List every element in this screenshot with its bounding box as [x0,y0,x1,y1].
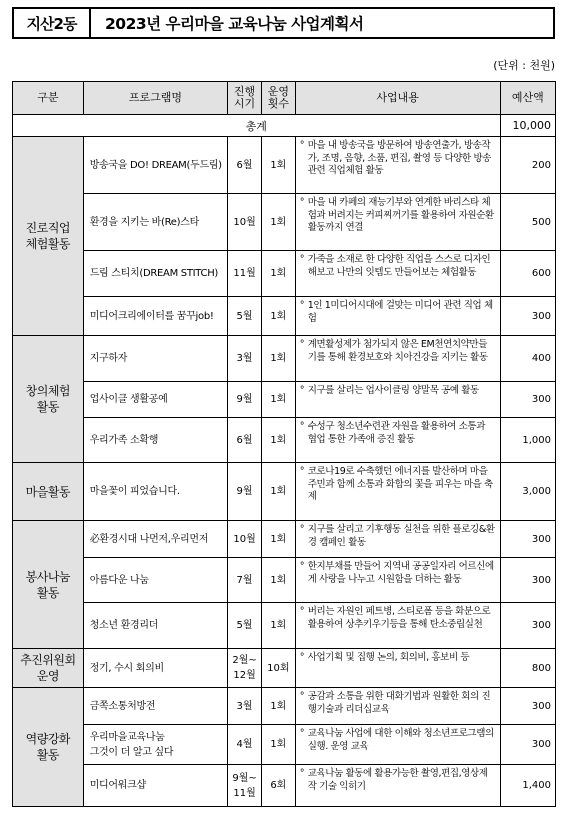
program-budget: 3,000 [500,463,555,521]
program-description: 사업기획 및 집행 논의, 회의비, 홍보비 등 [307,652,470,663]
program-name: 미디어워크샵 [83,765,227,807]
category-cell: 역량강화 활동 [13,688,84,807]
program-name: 정기, 수시 회의비 [83,649,227,688]
bullet-icon: ° [299,606,305,617]
table-header-row [13,82,556,115]
program-budget: 500 [500,194,555,251]
header-category: 구분 [13,82,84,115]
program-description-cell [295,251,500,297]
program-period: 4월 [228,725,262,765]
program-name: 금쪽소통처방전 [83,688,227,725]
table-row [13,558,556,603]
program-name: 아름다운 나눔 [83,558,227,603]
category-cell: 봉사나눔 활동 [13,521,84,649]
program-budget: 600 [500,251,555,297]
program-description: 수성구 청소년수련관 자원을 활용하여 소통과 협업 통한 가족애 증진 활동 [307,421,485,445]
program-description: 가죽을 소재로 한 다양한 직업을 스스로 디자인해보고 나만의 잇템도 만들어보는 체험활동 [307,254,491,278]
header-budget: 예산액 [500,82,555,115]
category-cell: 마을활동 [13,463,84,521]
program-name: 방송국을 DO! DREAM(두드림) [83,137,227,194]
program-count: 1회 [261,688,295,725]
table-row [13,382,556,418]
program-description-cell [295,336,500,382]
program-name: 청소년 환경리더 [83,603,227,649]
program-description-cell [295,521,500,558]
dong-name: 지산2동 [14,9,91,37]
table-row [13,688,556,725]
program-period: 6월 [228,137,262,194]
program-description: 마을 내 방송국을 방문하여 방송연출가, 방송작가, 조명, 음향, 소품, 편집, 촬영 등 다양한 방송 관련 직업체험 활동 [307,140,492,176]
document-title: 2023년 우리마을 교육나눔 사업계획서 [105,15,364,33]
program-count: 1회 [261,558,295,603]
total-value: 10,000 [500,115,555,137]
program-name: 必환경시대 나먼저,우리먼저 [83,521,227,558]
program-period: 3월 [228,336,262,382]
program-budget: 300 [500,603,555,649]
bullet-icon: ° [299,385,305,396]
header-description: 사업내용 [295,82,500,115]
program-count: 1회 [261,603,295,649]
program-period: 5월 [228,297,262,336]
header-program: 프로그램명 [83,82,227,115]
bullet-icon: ° [299,524,305,535]
program-period: 9월 [228,382,262,418]
program-name: 업사이클 생활공예 [83,382,227,418]
program-description-cell [295,725,500,765]
program-period: 9월~ 11월 [228,765,262,807]
program-count: 1회 [261,382,295,418]
program-period: 10월 [228,521,262,558]
program-description: 지구를 살리는 업사이클링 양말목 공예 활동 [307,385,479,396]
program-description-cell [295,603,500,649]
program-budget: 200 [500,137,555,194]
category-cell: 추진위원회 운영 [13,649,84,688]
category-cell: 진로직업 체험활동 [13,137,84,336]
header-period: 진행 시기 [228,82,262,115]
program-description: 공감과 소통을 위한 대화기법과 원활한 회의 진행기술과 리더십교육 [307,691,491,715]
program-period: 6월 [228,418,262,463]
program-description-cell [295,765,500,807]
program-count: 1회 [261,137,295,194]
bullet-icon: ° [299,768,305,779]
table-row [13,765,556,807]
program-name: 환경을 지키는 바(Re)스타 [83,194,227,251]
table-row [13,725,556,765]
program-budget: 300 [500,688,555,725]
total-row [13,115,556,137]
bullet-icon: ° [299,561,305,572]
bullet-icon: ° [299,300,305,311]
program-period: 11월 [228,251,262,297]
bullet-icon: ° [299,197,305,208]
program-period: 5월 [228,603,262,649]
program-count: 1회 [261,463,295,521]
program-count: 1회 [261,194,295,251]
table-row [13,194,556,251]
bullet-icon: ° [299,140,305,151]
program-description-cell [295,297,500,336]
table-row [13,463,556,521]
category-cell: 창의체험 활동 [13,336,84,463]
program-budget: 300 [500,558,555,603]
program-description: 한지부채를 만들어 지역내 공공일자리 어르신에게 사랑을 나누고 시원함을 더하는 활동 [307,561,494,585]
plan-table [12,81,556,807]
program-description-cell [295,382,500,418]
program-description-cell [295,558,500,603]
program-budget: 1,400 [500,765,555,807]
program-name: 드림 스티치(DREAM STITCH) [83,251,227,297]
program-description: 버리는 자원인 페트병, 스티로폼 등을 화분으로 활용하여 상추키우기등을 통해 탄소중립실천 [307,606,491,630]
program-name: 우리가족 소확행 [83,418,227,463]
program-description: 코로나19로 수축했던 에너지를 발산하며 마을 주민과 함께 소통과 화합의 꽃을 피우는 마을 축제 [307,466,493,502]
program-period: 10월 [228,194,262,251]
program-description-cell [295,688,500,725]
program-name: 지구하자 [83,336,227,382]
program-count: 1회 [261,725,295,765]
table-row [13,297,556,336]
program-period: 9월 [228,463,262,521]
program-budget: 400 [500,336,555,382]
program-count: 1회 [261,418,295,463]
program-count: 1회 [261,297,295,336]
program-budget: 800 [500,649,555,688]
program-count: 6회 [261,765,295,807]
bullet-icon: ° [299,466,305,477]
program-count: 1회 [261,336,295,382]
program-description: 1인 1미디어시대에 걸맞는 미디어 관련 직업 체험 [307,300,493,324]
unit-note: (단위 : 천원) [493,59,555,72]
program-budget: 1,000 [500,418,555,463]
program-period: 3월 [228,688,262,725]
table-row [13,137,556,194]
program-count: 10회 [261,649,295,688]
bullet-icon: ° [299,421,305,432]
program-budget: 300 [500,725,555,765]
bullet-icon: ° [299,652,305,663]
program-name: 우리마을교육나눔 그것이 더 알고 싶다 [83,725,227,765]
program-name: 미디어크리에이터를 꿈꾸job! [83,297,227,336]
program-description: 지구를 살리고 기후행동 실천을 위한 플로깅&환경 캠페인 활동 [307,524,495,548]
table-row [13,521,556,558]
program-description: 마을 내 카페의 재능기부와 연계한 바리스타 체험과 버려지는 커피찌꺼기를 활용하여 자원순환활동까지 연결 [307,197,494,233]
total-label: 총계 [13,115,501,137]
program-description-cell [295,649,500,688]
program-count: 1회 [261,251,295,297]
bullet-icon: ° [299,254,305,265]
header-count: 운영 횟수 [261,82,295,115]
program-name: 마을꽃이 피었습니다. [83,463,227,521]
program-description: 계면활성제가 첨가되지 않은 EM천연치약만들기를 통해 환경보호와 치아건강을 지키는 활동 [307,339,488,363]
table-row [13,336,556,382]
program-description-cell [295,463,500,521]
program-count: 1회 [261,521,295,558]
bullet-icon: ° [299,339,305,350]
program-period: 2월~ 12월 [228,649,262,688]
program-budget: 300 [500,382,555,418]
program-description-cell [295,194,500,251]
table-row [13,649,556,688]
table-row [13,418,556,463]
program-description: 교육나눔 활동에 활용가능한 촬영,편집,영상제작 기술 익히기 [307,768,488,792]
program-budget: 300 [500,521,555,558]
program-budget: 300 [500,297,555,336]
program-description-cell [295,418,500,463]
program-description-cell [295,137,500,194]
table-row [13,251,556,297]
program-period: 7월 [228,558,262,603]
bullet-icon: ° [299,728,305,739]
document-title-box [12,7,555,39]
bullet-icon: ° [299,691,305,702]
table-row [13,603,556,649]
program-description: 교육나눔 사업에 대한 이해와 청소년프로그램의 실행. 운영 교육 [307,728,494,752]
